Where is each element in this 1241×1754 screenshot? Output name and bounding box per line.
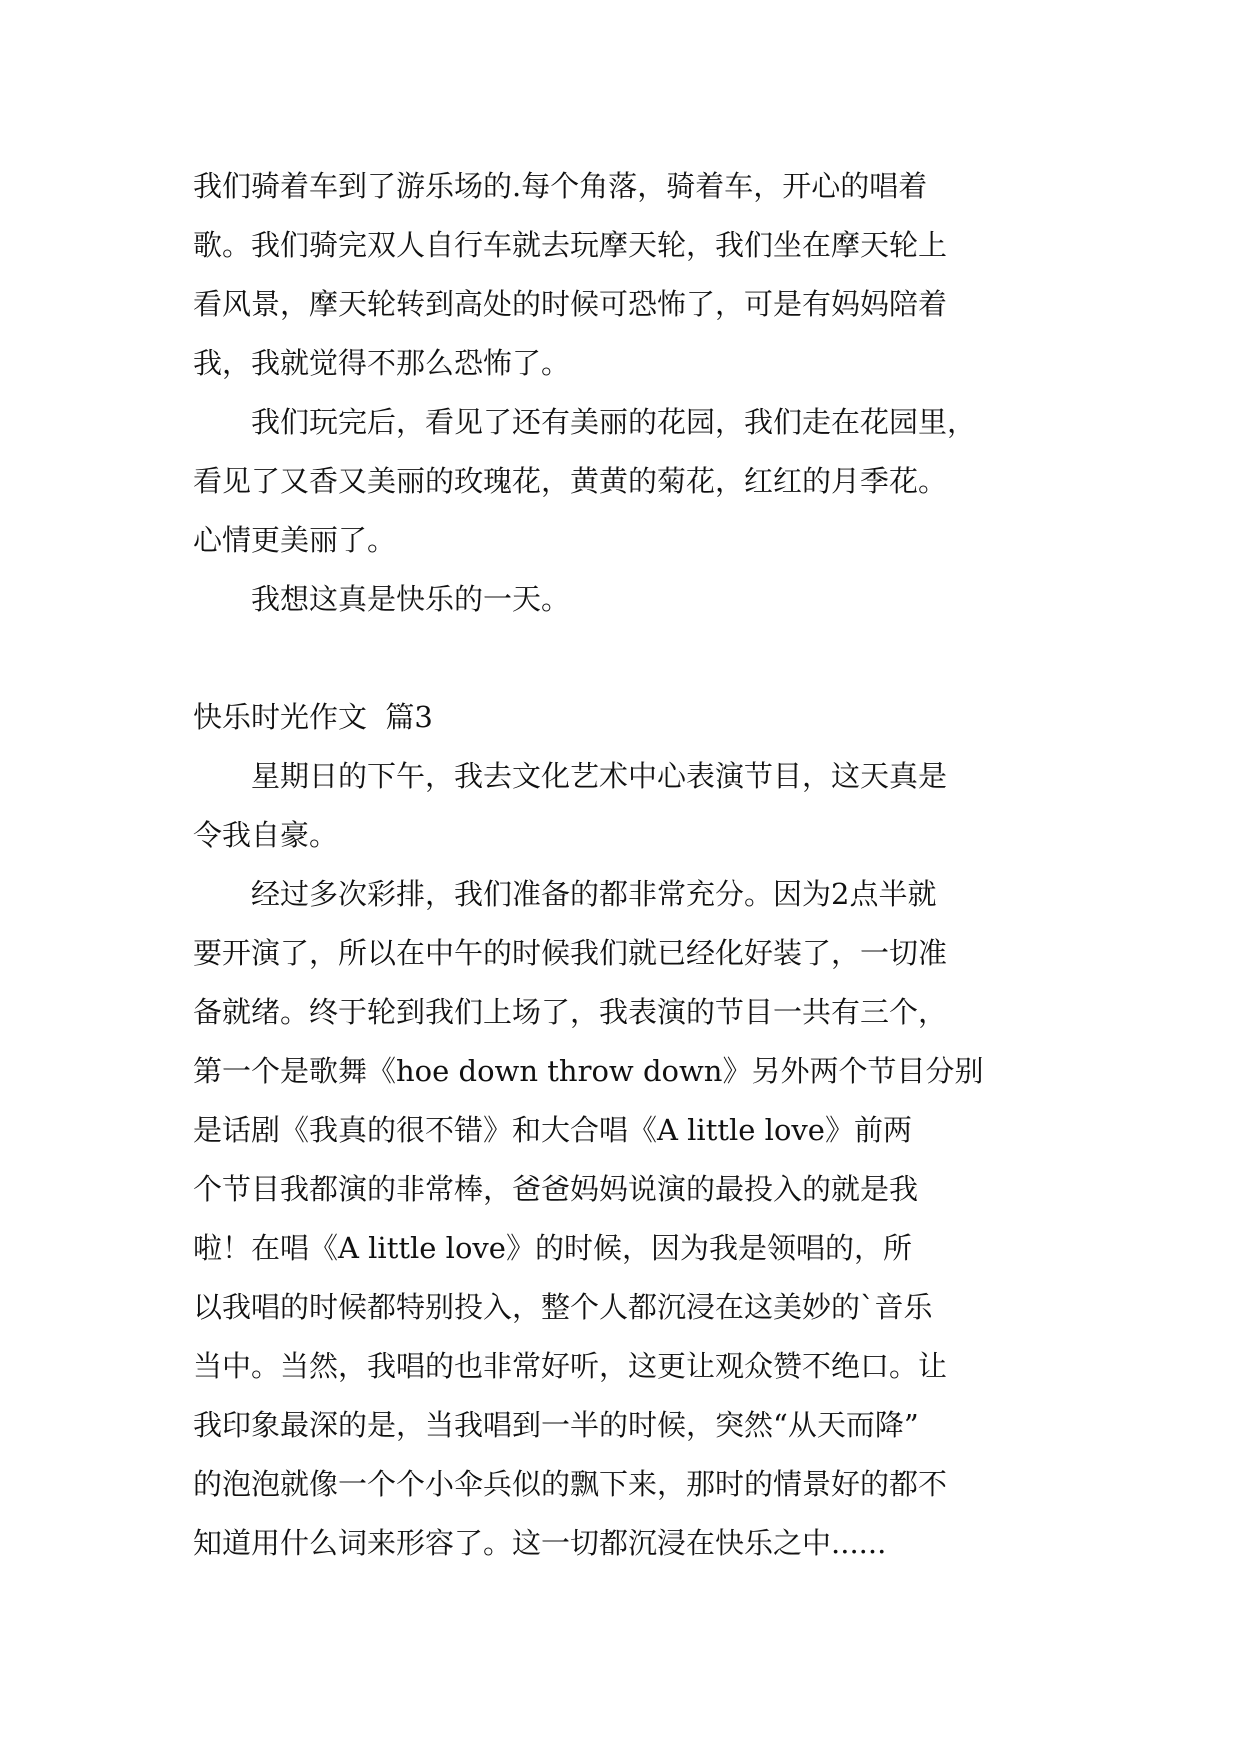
paragraph-line: 心情更美丽了。 [193, 523, 397, 557]
paragraph-line: 经过多次彩排，我们准备的都非常充分。因为2点半就 [193, 877, 937, 911]
paragraph-line: 当中。当然，我唱的也非常好听，这更让观众赞不绝口。让 [193, 1349, 948, 1383]
paragraph-line: 要开演了，所以在中午的时候我们就已经化好装了，一切准 [193, 936, 948, 970]
paragraph-line: 备就绪。终于轮到我们上场了，我表演的节目一共有三个， [193, 995, 948, 1029]
paragraph-line: 星期日的下午，我去文化艺术中心表演节目，这天真是 [193, 759, 948, 793]
section-heading: 快乐时光作文 篇3 [193, 700, 433, 734]
paragraph-line: 我印象最深的是，当我唱到一半的时候，突然“从天而降” [193, 1408, 919, 1442]
paragraph-line: 的泡泡就像一个个小伞兵似的飘下来，那时的情景好的都不 [193, 1467, 948, 1501]
paragraph-line: 我们玩完后，看见了还有美丽的花园，我们走在花园里， [193, 405, 977, 439]
paragraph-line: 我，我就觉得不那么恐怖了。 [193, 346, 571, 380]
paragraph-line: 歌。我们骑完双人自行车就去玩摩天轮，我们坐在摩天轮上 [193, 228, 948, 262]
paragraph-line: 看风景，摩天轮转到高处的时候可恐怖了，可是有妈妈陪着 [193, 287, 948, 321]
paragraph-line: 第一个是歌舞《hoe down throw down》另外两个节目分别 [193, 1054, 984, 1088]
paragraph-line: 我想这真是快乐的一天。 [193, 582, 571, 616]
paragraph-line: 个节目我都演的非常棒，爸爸妈妈说演的最投入的就是我 [193, 1172, 919, 1206]
paragraph-line: 我们骑着车到了游乐场的.每个角落，骑着车，开心的唱着 [193, 169, 928, 203]
paragraph-line: 令我自豪。 [193, 818, 339, 852]
paragraph-line: 知道用什么词来形容了。这一切都沉浸在快乐之中...... [193, 1526, 887, 1560]
paragraph-line: 以我唱的时候都特别投入，整个人都沉浸在这美妙的`音乐 [193, 1290, 933, 1324]
paragraph-line: 是话剧《我真的很不错》和大合唱《A little love》前两 [193, 1113, 912, 1147]
paragraph-line: 啦！在唱《A little love》的时候，因为我是领唱的，所 [193, 1231, 912, 1265]
paragraph-line: 看见了又香又美丽的玫瑰花，黄黄的菊花，红红的月季花。 [193, 464, 948, 498]
